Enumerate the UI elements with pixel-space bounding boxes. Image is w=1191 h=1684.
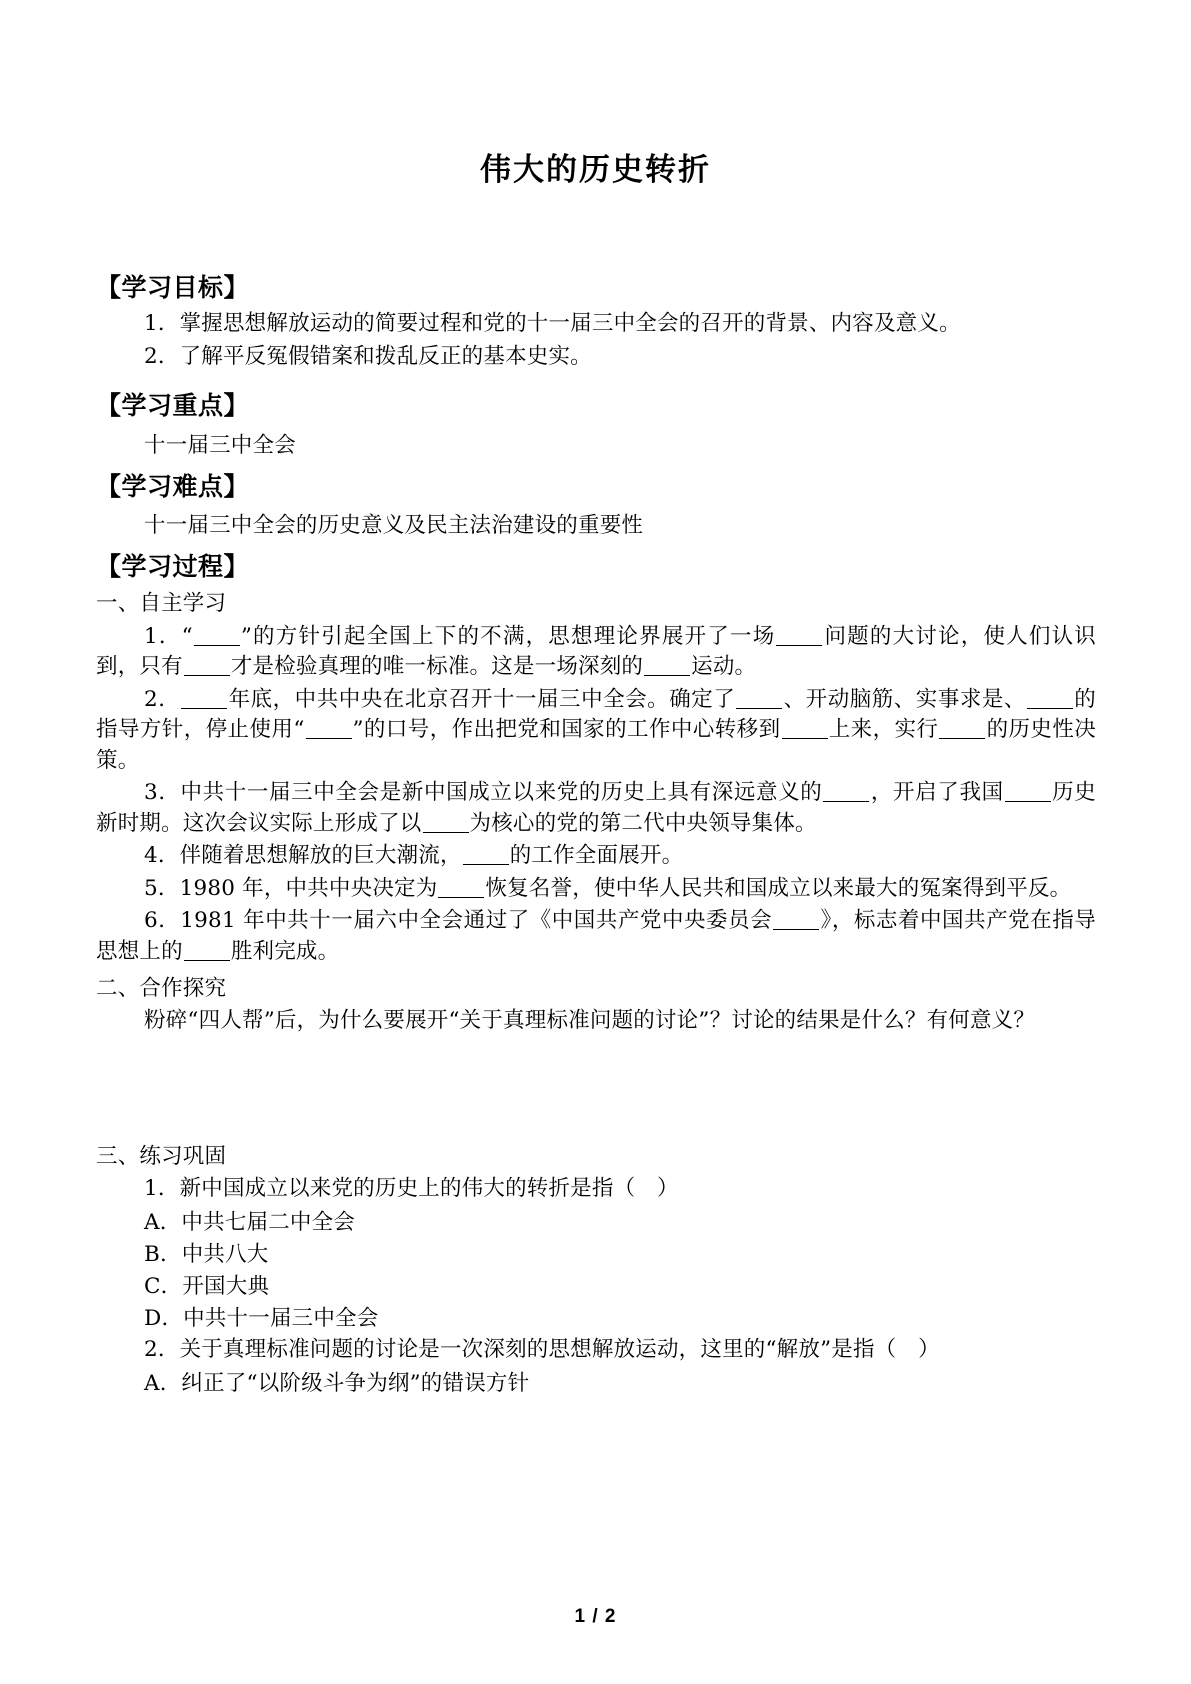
answer-space bbox=[96, 1039, 1096, 1135]
q3-text-3: 历史新时期。这次会议实际上形成了以 bbox=[96, 780, 1096, 836]
q6-blank-1 bbox=[773, 909, 819, 930]
q3-text-1: 3．中共十一届三中全会是新中国成立以来党的历史上具有深远意义的 bbox=[144, 780, 823, 806]
q5-blank-1 bbox=[438, 876, 484, 897]
q1-blank-4 bbox=[644, 655, 690, 676]
key-points-body: 十一届三中全会 bbox=[144, 432, 296, 458]
page-title: 伟大的历史转折 bbox=[480, 152, 711, 188]
q2-text-1: 2． bbox=[144, 686, 181, 712]
q1-text-1: 1．“ bbox=[144, 623, 193, 649]
objective-item-2: 2．了解平反冤假错案和拨乱反正的基本史实。 bbox=[144, 343, 592, 369]
practice-q1-option-b[interactable]: B．中共八大 bbox=[144, 1241, 269, 1267]
q4-blank-1 bbox=[463, 844, 509, 865]
q1-text-2: ”的方针引起全国上下的不满，思想理论界展开了一场 bbox=[240, 623, 776, 649]
q6-text-3: 胜利完成。 bbox=[230, 938, 340, 964]
q2-blank-5 bbox=[782, 718, 828, 739]
practice-q2-option-a[interactable]: A．纠正了“以阶级斗争为纲”的错误方针 bbox=[144, 1370, 530, 1396]
q1-blank-2 bbox=[776, 624, 822, 645]
cooperative-inquiry-question: 粉碎“四人帮”后，为什么要展开“关于真理标准问题的讨论”？讨论的结果是什么？有何意义？ bbox=[144, 1008, 1036, 1034]
document-body bbox=[96, 272, 1096, 1400]
q3-blank-3 bbox=[423, 811, 469, 832]
practice-question-2-stem: 2．关于真理标准问题的讨论是一次深刻的思想解放运动，这里的“解放”是指（ ） bbox=[144, 1337, 940, 1363]
q5-text-2: 恢复名誉，使中华人民共和国成立以来最大的冤案得到平反。 bbox=[485, 875, 1072, 901]
q1-text-5: 运动。 bbox=[691, 654, 757, 680]
self-study-item-6 bbox=[96, 906, 1096, 967]
q6-text-2: 》，标志着中国共产党在指导思想上的 bbox=[96, 908, 1096, 964]
objective-item-1: 1．掌握思想解放运动的简要过程和党的十一届三中全会的召开的背景、内容及意义。 bbox=[144, 311, 961, 337]
self-study-item-1 bbox=[96, 622, 1096, 683]
q2-blank-2 bbox=[736, 687, 782, 708]
q1-text-4: 才是检验真理的唯一标准。这是一场深刻的 bbox=[230, 654, 644, 680]
q4-text-1: 4．伴随着思想解放的巨大潮流， bbox=[144, 843, 462, 869]
q1-blank-3 bbox=[184, 655, 230, 676]
q3-blank-2 bbox=[1005, 781, 1051, 802]
self-study-item-4 bbox=[96, 841, 1096, 872]
q1-blank-1 bbox=[194, 624, 240, 645]
q2-blank-1 bbox=[181, 687, 227, 708]
q2-text-7: 的历史性决策。 bbox=[96, 717, 1096, 773]
subsection-label-practice: 三、练习巩固 bbox=[96, 1143, 227, 1169]
q2-text-2: 年底，中共中央在北京召开十一届三中全会。确定了 bbox=[228, 686, 736, 712]
q2-text-4: 的指导方针，停止使用“ bbox=[96, 686, 1096, 743]
q2-blank-6 bbox=[939, 718, 985, 739]
q2-text-3: 、开动脑筋、实事求是、 bbox=[783, 686, 1026, 712]
practice-q1-option-a[interactable]: A．中共七届二中全会 bbox=[144, 1209, 356, 1235]
self-study-item-5 bbox=[96, 874, 1096, 905]
page-footer: 1 / 2 bbox=[574, 1606, 617, 1627]
self-study-item-3 bbox=[96, 778, 1096, 839]
section-heading-objectives: 【学习目标】 bbox=[96, 273, 250, 302]
q3-blank-1 bbox=[823, 781, 869, 802]
q3-text-4: 为核心的党的第二代中央领导集体。 bbox=[469, 810, 817, 836]
q2-text-5: ”的口号，作出把党和国家的工作中心转移到 bbox=[352, 717, 781, 743]
q6-blank-2 bbox=[184, 939, 230, 960]
q4-text-2: 的工作全面展开。 bbox=[509, 843, 684, 869]
difficult-points-body: 十一届三中全会的历史意义及民主法治建设的重要性 bbox=[144, 512, 644, 538]
section-heading-process: 【学习过程】 bbox=[96, 552, 250, 582]
practice-q1-option-c[interactable]: C．开国大典 bbox=[144, 1273, 270, 1299]
q2-blank-3 bbox=[1027, 687, 1073, 708]
q1-text-3: 问题的大讨论，使人们认识到，只有 bbox=[96, 623, 1097, 680]
section-heading-key-points: 【学习重点】 bbox=[96, 391, 250, 421]
q6-text-1: 6．1981 年中共十一届六中全会通过了《中国共产党中央委员会 bbox=[144, 908, 773, 934]
section-heading-difficult-points: 【学习难点】 bbox=[96, 471, 250, 501]
self-study-item-2 bbox=[96, 685, 1096, 777]
subsection-label-cooperative-inquiry: 二、合作探究 bbox=[96, 976, 227, 1002]
practice-question-1-stem: 1．新中国成立以来党的历史上的伟大的转折是指（ ） bbox=[144, 1176, 679, 1202]
subsection-label-self-study: 一、自主学习 bbox=[96, 591, 227, 617]
q2-blank-4 bbox=[306, 718, 352, 739]
practice-q1-option-d[interactable]: D．中共十一届三中全会 bbox=[144, 1306, 379, 1332]
q5-text-1: 5．1980 年，中共中央决定为 bbox=[144, 875, 438, 901]
q3-text-2: ，开启了我国 bbox=[870, 780, 1004, 806]
q2-text-6: 上来，实行 bbox=[828, 717, 939, 743]
